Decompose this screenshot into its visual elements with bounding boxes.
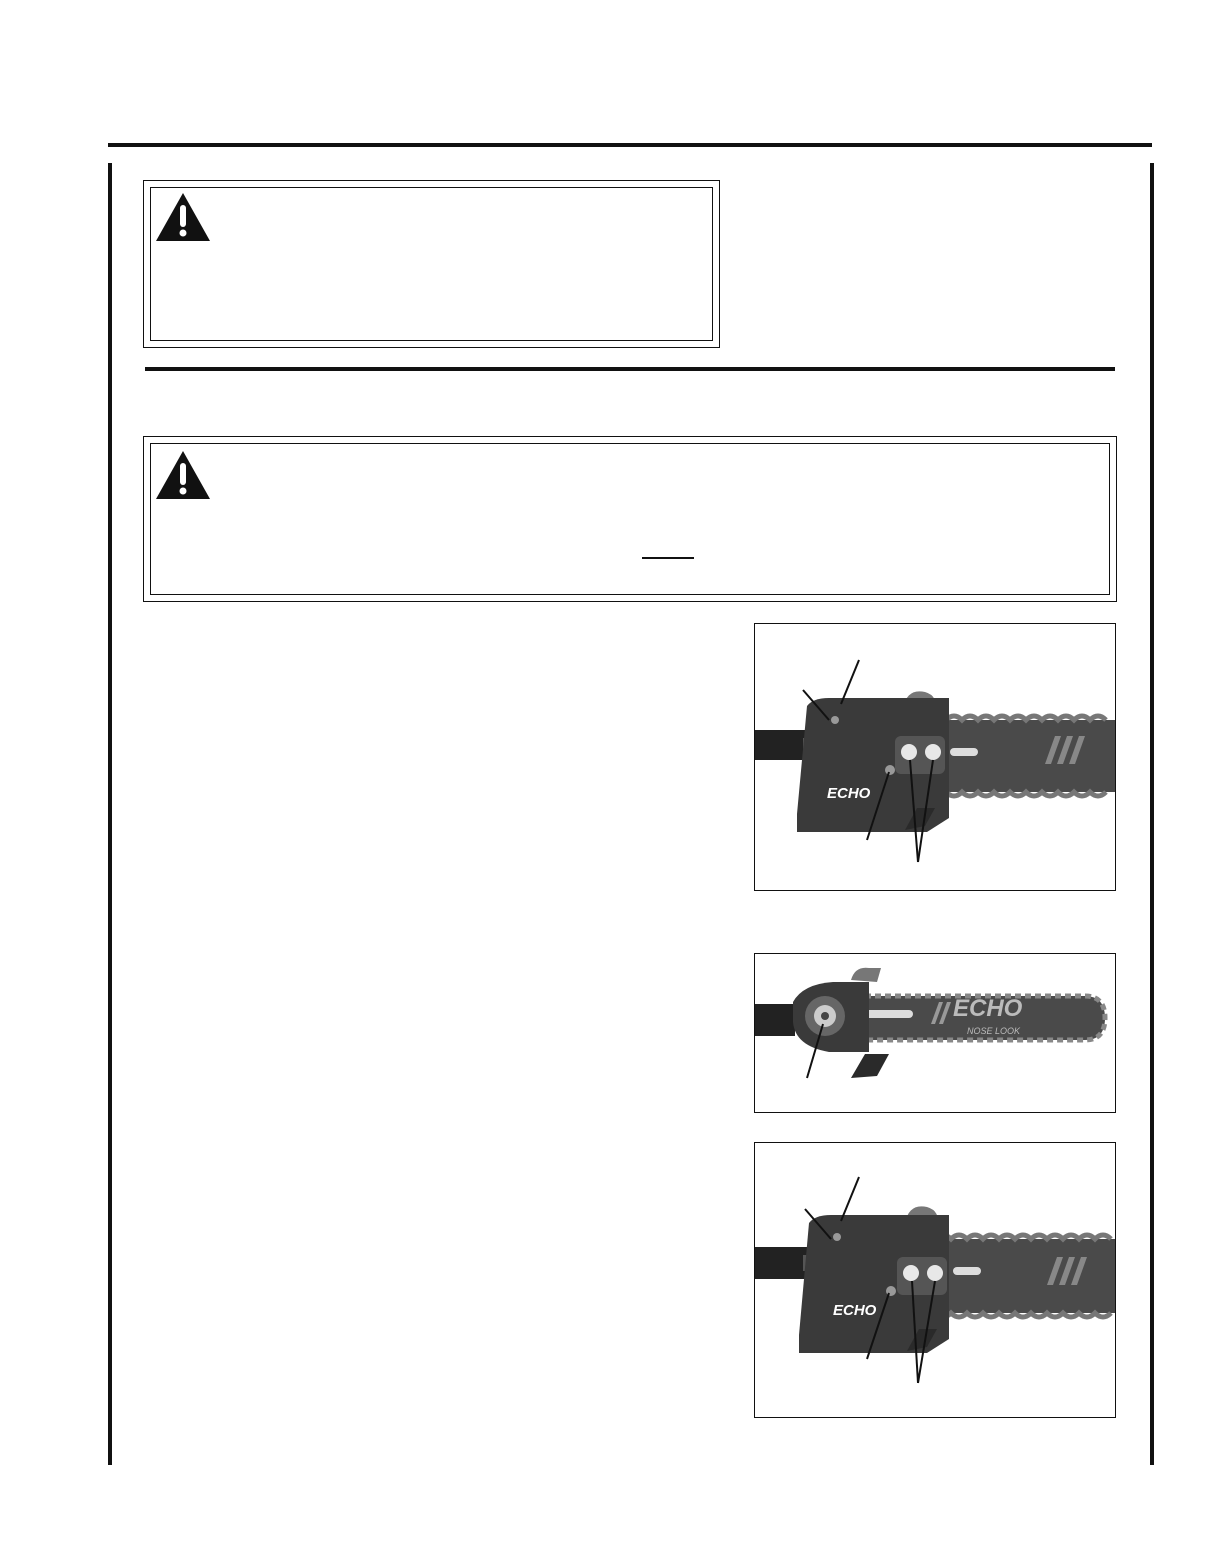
header-rule [108, 143, 1152, 147]
figure-reinstalled-cover [754, 1142, 1116, 1418]
warning-box-top [143, 180, 720, 348]
right-margin-line [1150, 163, 1154, 1465]
svg-text:NOSE LOOK: NOSE LOOK [967, 1026, 1021, 1036]
section-divider [145, 367, 1115, 371]
echo-bar-logo: ECHO [953, 995, 1023, 1022]
warning-triangle-icon [154, 449, 212, 501]
sprocket-bar-photo [755, 954, 1115, 1112]
reinstalled-cover-photo [755, 1143, 1115, 1417]
underlined-word-mark [642, 557, 694, 559]
warning-triangle-icon [154, 191, 212, 243]
echo-logo: ECHO [827, 785, 871, 802]
echo-logo: ECHO [833, 1302, 877, 1319]
figure-sprocket-bar [754, 953, 1116, 1113]
left-margin-line [108, 163, 112, 1465]
cover-bolts-photo [755, 624, 1115, 890]
warning-box-wide [143, 436, 1117, 602]
figure-cover-bolts [754, 623, 1116, 891]
